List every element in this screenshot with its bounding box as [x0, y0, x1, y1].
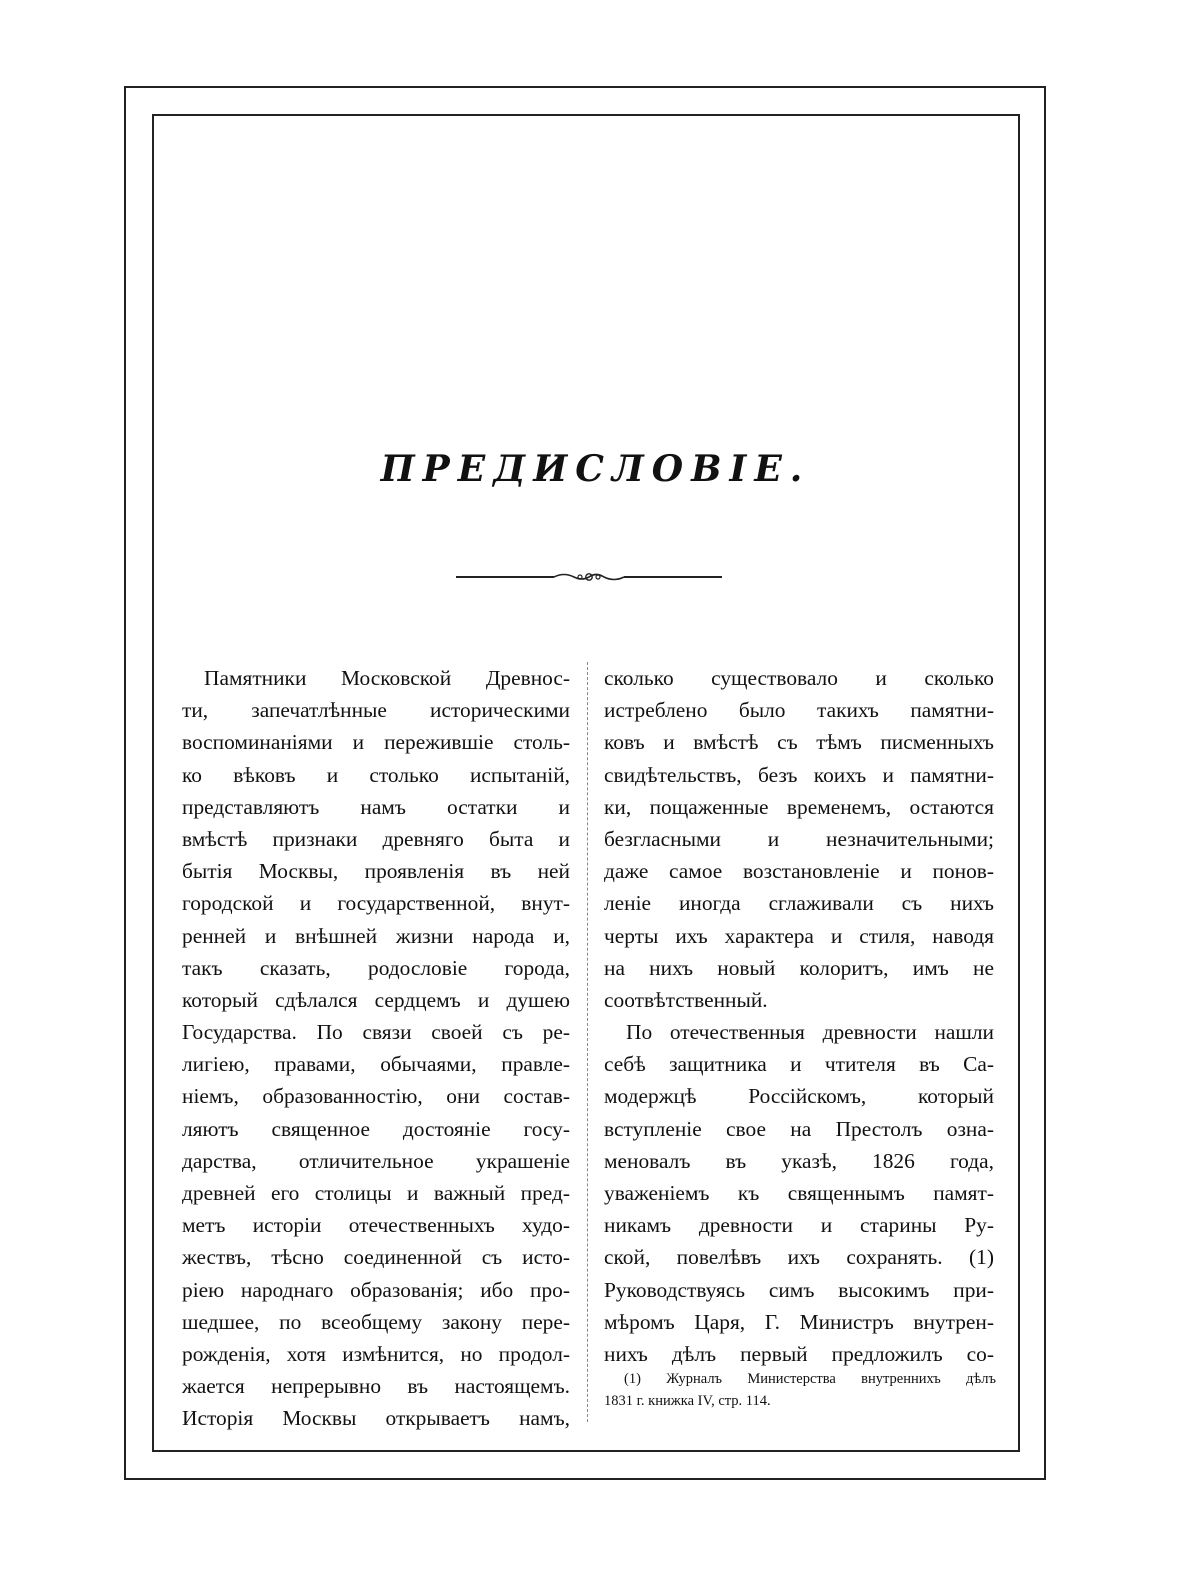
text-line: ренней и внѣшней жизни народа и,	[182, 923, 570, 948]
text-line: вступленіе свое на Престолъ озна-	[604, 1116, 994, 1141]
text-line: свидѣтельствъ, безъ коихъ и памятни-	[604, 762, 994, 787]
left-text-column	[182, 662, 570, 1435]
right-text-column	[604, 662, 994, 1370]
text-line: себѣ защитника и чтителя въ Са-	[604, 1052, 994, 1077]
text-line: черты ихъ характера и стиля, наводя	[604, 923, 994, 948]
text-line: леніе иногда сглаживали съ нихъ	[604, 891, 994, 916]
text-line: бытія Москвы, проявленія въ ней	[182, 859, 570, 884]
text-line: лигіею, правами, обычаями, правле-	[182, 1052, 570, 1077]
text-line: ской, повелѣвъ ихъ сохранять. (1)	[604, 1245, 994, 1270]
text-line: жается непрерывно въ настоящемъ.	[182, 1374, 570, 1399]
text-line: который сдѣлался сердцемъ и душею	[182, 987, 570, 1012]
text-line: Памятники Московской Древнос-	[204, 666, 570, 690]
footnote	[604, 1368, 996, 1412]
text-line: даже самое возстановленіе и понов-	[604, 859, 994, 884]
text-line: никамъ древности и старины Ру-	[604, 1213, 994, 1238]
text-line: соотвѣтственный.	[604, 987, 768, 1012]
text-line: модержцѣ Россійскомъ, который	[604, 1084, 994, 1109]
text-line: дарства, отличительное украшеніе	[182, 1148, 570, 1173]
text-line: ти, запечатлѣнные историческими	[182, 698, 570, 723]
text-line: ляютъ священное достояніе госу-	[182, 1116, 570, 1141]
footnote-line: (1) Журналъ Министерства внутреннихъ дѣлъ	[624, 1371, 996, 1387]
text-line: ки, пощаженные временемъ, остаются	[604, 794, 994, 819]
text-line: шедшее, по всеобщему закону пере-	[182, 1309, 570, 1334]
text-line: ковъ и вмѣстѣ съ тѣмъ писменныхъ	[604, 730, 994, 755]
text-line: безгласными и незначительными;	[604, 826, 994, 851]
ornamental-divider	[456, 569, 722, 585]
text-line: уваженіемъ къ священнымъ памят-	[604, 1181, 994, 1205]
text-line: ко вѣковъ и столько испытаній,	[182, 762, 570, 787]
text-line: жествъ, тѣсно соединенной съ исто-	[182, 1245, 570, 1270]
text-line: рожденія, хотя измѣнится, но продол-	[182, 1341, 570, 1366]
text-line: меновалъ въ указѣ, 1826 года,	[604, 1148, 994, 1173]
text-line: Руководствуясь симъ высокимъ при-	[604, 1277, 994, 1302]
text-line: метъ исторіи отечественныхъ худо-	[182, 1213, 570, 1238]
text-line: представляютъ намъ остатки и	[182, 794, 570, 819]
text-line: воспоминаніями и пережившіе столь-	[182, 730, 570, 755]
text-line: истреблено было такихъ памятни-	[604, 698, 994, 723]
text-line: По отечественныя древности нашли	[626, 1020, 994, 1045]
text-line: древней его столицы и важный пред-	[182, 1181, 570, 1205]
text-line: мѣромъ Царя, Г. Министръ внутрен-	[604, 1309, 994, 1334]
column-separator	[587, 662, 588, 1422]
text-line: Государства. По связи своей съ ре-	[182, 1020, 570, 1045]
text-line: нихъ дѣлъ первый предложилъ со-	[604, 1341, 994, 1366]
text-line: Исторія Москвы открываетъ намъ,	[182, 1406, 570, 1431]
text-line: такъ сказать, родословіе города,	[182, 955, 570, 980]
text-line: сколько существовало и сколько	[604, 666, 994, 690]
footnote-line: 1831 г. книжка IV, стр. 114.	[604, 1393, 771, 1409]
text-line: ріею народнаго образованія; ибо про-	[182, 1277, 570, 1302]
page-title: ПРЕДИСЛОВІЕ.	[380, 448, 811, 490]
text-line: ніемъ, образованностію, они состав-	[182, 1084, 570, 1109]
text-line: городской и государственной, внут-	[182, 891, 570, 916]
text-line: на нихъ новый колоритъ, имъ не	[604, 955, 994, 980]
text-line: вмѣстѣ признаки древняго быта и	[182, 826, 570, 851]
